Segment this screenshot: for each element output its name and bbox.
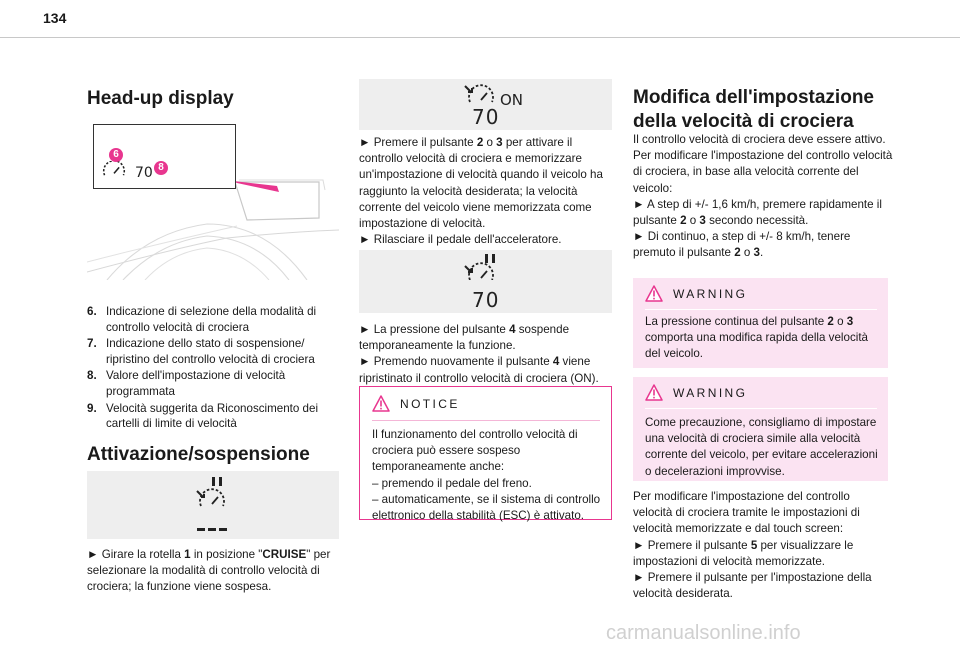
warning-triangle-icon xyxy=(645,384,663,401)
warning-divider xyxy=(645,309,877,310)
cruise-on-speed: 70 xyxy=(472,105,500,129)
hud-cruise-icon xyxy=(102,161,126,179)
notice-title: NOTICE xyxy=(400,396,460,411)
suspend-speed: 70 xyxy=(472,288,500,312)
suspended-display-image xyxy=(87,471,339,539)
list-item: 9. Velocità suggerita da Riconoscimento dei cartelli di limite di velocità xyxy=(87,401,319,431)
warning-header xyxy=(645,285,747,302)
notice-body: Il funzionamento del controllo velocità di crociera può essere sospeso temporaneamente anche: – premendo il pedale del freno. – automaticamente, se il sistema di controllo elettronico della stabilità (ESC) è attivato. xyxy=(372,428,601,523)
list-item: 8. Valore dell'impostazione di velocità programmata xyxy=(87,369,286,398)
callout-6: 6 xyxy=(109,148,123,162)
legend-list xyxy=(87,304,339,433)
cruise-on-display-image xyxy=(359,79,612,130)
hud-screen xyxy=(93,124,236,189)
hud-illustration xyxy=(87,120,339,280)
notice-box xyxy=(359,386,612,523)
suspend-display-image xyxy=(359,250,612,313)
warning-title: WARNING xyxy=(673,385,748,400)
top-divider xyxy=(0,37,960,38)
touchscreen-paragraph: Per modificare l'impostazione del controllo velocità di crociera tramite le impostazioni di velocità memorizzate e dal touch screen: ► Premere il pulsante 5 per visualizzare le impostazioni di velocità memorizzate. ► Premere il pulsante per l'impostazione della velocità desiderata. xyxy=(633,490,872,601)
warning-body: Come precauzione, consigliamo di impostare una velocità di crociera simile alla velocità corrente del veicolo, per evitare accelerazioni o decelerazioni improvvise. xyxy=(645,416,878,478)
suspended-cruise-icon xyxy=(195,476,229,534)
warning-divider xyxy=(645,408,877,409)
suspend-cruise-icon xyxy=(463,254,499,280)
warning-box-1 xyxy=(633,278,888,368)
warning-header xyxy=(645,384,747,401)
warning-body: La pressione continua del pulsante 2 o 3 comporta una modifica rapida della velocità del veicolo. xyxy=(645,315,868,361)
warning-box-2 xyxy=(633,377,888,481)
activation-heading: Attivazione/sospensione xyxy=(87,444,310,465)
activate-paragraph: ► Premere il pulsante 2 o 3 per attivare il controllo velocità di crociera e memorizzare un'impostazione di velocità quando il veicolo ha raggiunto la velocità desiderata; la velocità corrente del veicolo viene memorizzata come impostazione di velocità. ► Rilasciare il pedale dell'acceleratore. xyxy=(359,136,603,247)
notice-header xyxy=(372,395,460,412)
callout-8: 8 xyxy=(154,161,168,175)
watermark: carmanualsonline.info xyxy=(606,622,801,644)
head-up-display-heading: Head-up display xyxy=(87,88,234,109)
hud-speed: 70 xyxy=(135,165,153,181)
warning-triangle-icon xyxy=(372,395,390,412)
warning-title: WARNING xyxy=(673,286,748,301)
notice-divider xyxy=(372,420,600,421)
page-number: 134 xyxy=(43,10,67,26)
suspend-paragraph: ► La pressione del pulsante 4 sospende temporaneamente la funzione. ► Premendo nuovamente il pulsante 4 viene ripristinato il controllo velocità di crociera (ON). xyxy=(359,323,599,385)
activation-paragraph: ► Girare la rotella 1 in posizione "CRUISE" per selezionare la modalità di controllo velocità di crociera; la funzione viene sospesa. xyxy=(87,548,331,594)
cruise-on-label: ON xyxy=(500,91,524,109)
modify-paragraphs: Il controllo velocità di crociera deve essere attivo. Per modificare l'impostazione del controllo velocità di crociera, in base alla velocità corrente del veicolo: ► A step di +/- 1,6 km/h, premere rapidamente il pulsante 2 o 3 secondo necessità. ► Di continuo, a step di +/- 8 km/h, tenere premuto il pulsante 2 o 3. xyxy=(633,133,893,260)
modify-heading: Modifica dell'impostazione della velocità di crociera xyxy=(633,87,874,132)
warning-triangle-icon xyxy=(645,285,663,302)
list-item: 6. Indicazione di selezione della modalità di controllo velocità di crociera xyxy=(87,305,317,334)
list-item: 7. Indicazione dello stato di sospensione/ ripristino del controllo velocità di crociera xyxy=(87,337,315,366)
